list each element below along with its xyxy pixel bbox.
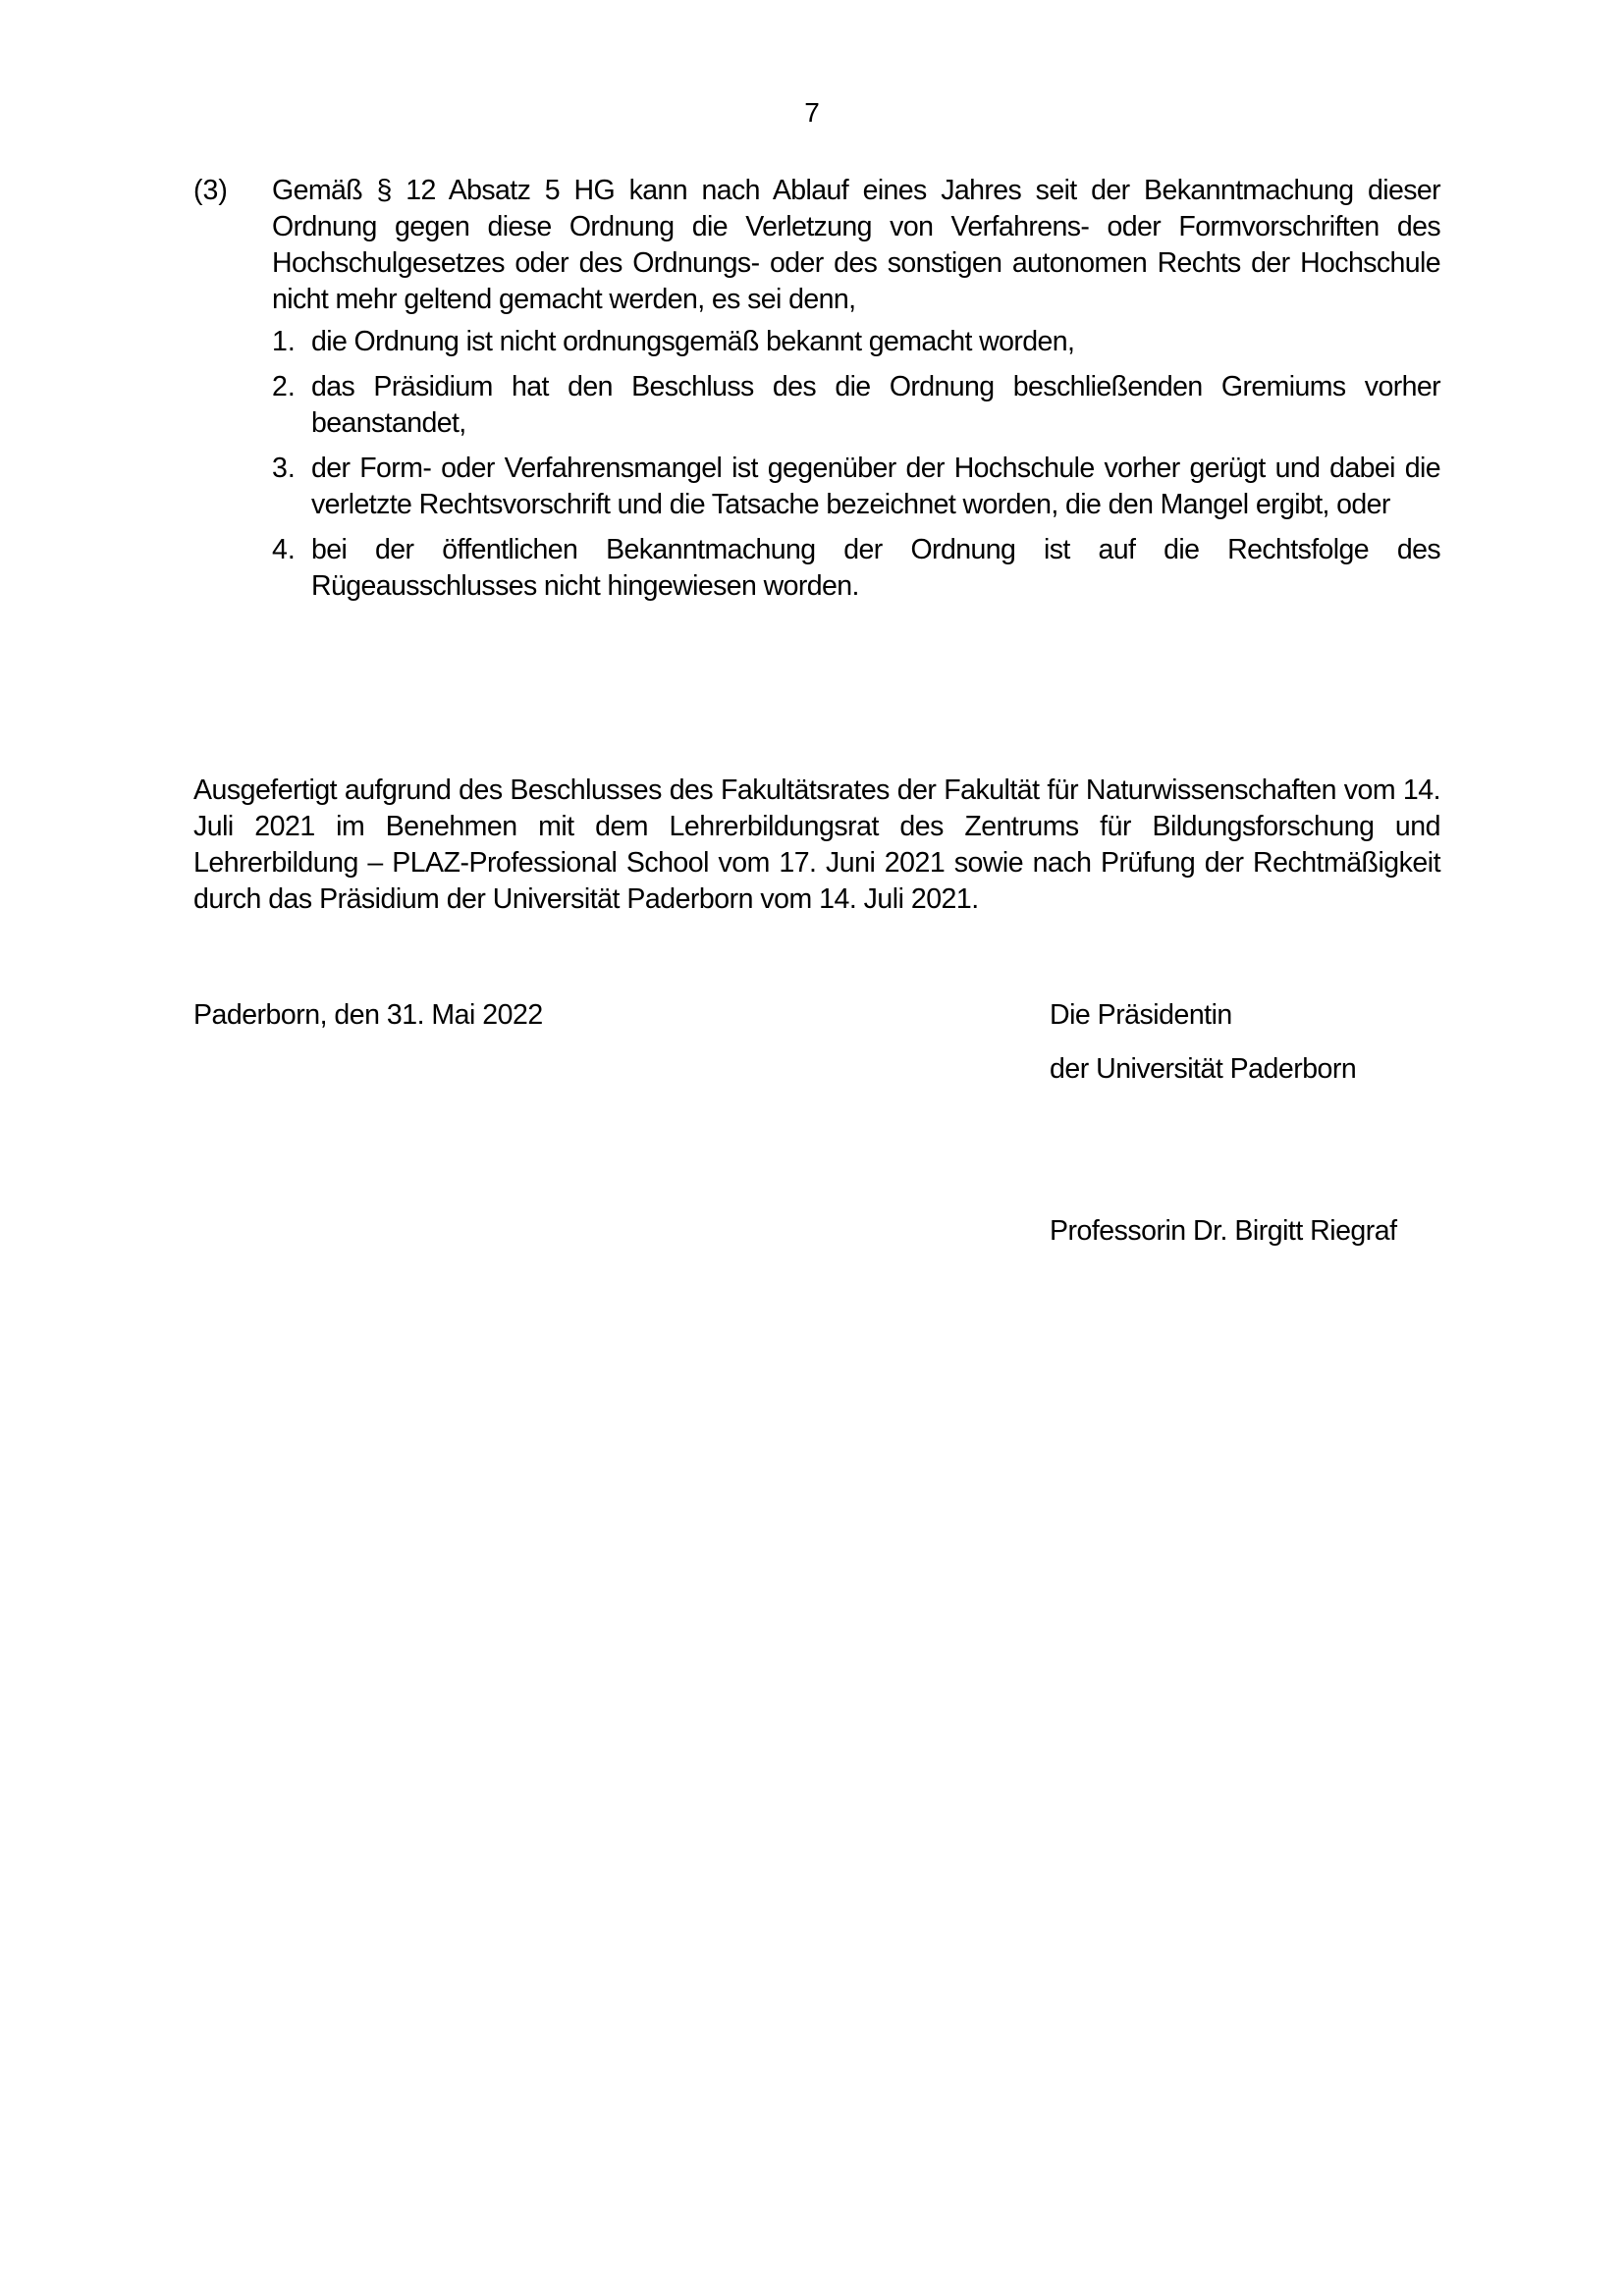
paragraph-number: (3) <box>193 175 228 206</box>
list-item <box>272 532 1440 605</box>
list-item-number: 1. <box>272 326 296 357</box>
list-item-text: das Präsidium hat den Beschluss des die Ordnung beschließenden Gremiums vorher beanstandet, <box>311 371 1440 439</box>
list-item-number: 4. <box>272 534 296 565</box>
paragraph-3-intro-row <box>193 173 1440 318</box>
place-date: Paderborn, den 31. Mai 2022 <box>193 999 543 1031</box>
signatory-title-line1: Die Präsidentin <box>1050 999 1232 1031</box>
list-item <box>272 324 1440 360</box>
list-item-number: 3. <box>272 453 296 484</box>
signatory-title-line2: der Universität Paderborn <box>1050 1053 1357 1085</box>
signer-name: Professorin Dr. Birgitt Riegraf <box>1050 1215 1397 1247</box>
paragraph-3 <box>193 173 1440 614</box>
list-item-text: die Ordnung ist nicht ordnungsgemäß bekannt gemacht worden, <box>311 326 1075 357</box>
list-item <box>272 451 1440 523</box>
signatory-block <box>1050 997 1356 1088</box>
closing-statement: Ausgefertigt aufgrund des Beschlusses des Fakultätsrates der Fakultät für Naturwissenschaften vom 14. Juli 2021 im Benehmen mit dem Lehrerbildungsrat des Zentrums für Bildungsforschung und Lehrerbildung – PLAZ-Professional School vom 17. Juni 2021 sowie nach Prüfung der Rechtmäßigkeit durch das Präsidium der Universität Paderborn vom 14. Juli 2021. <box>193 774 1440 915</box>
list-item-text: der Form- oder Verfahrensmangel ist gegenüber der Hochschule vorher gerügt und dabei die verletzte Rechtsvorschrift und die Tatsache bezeichnet worden, die den Mangel ergibt, oder <box>311 453 1440 520</box>
list-item-text: bei der öffentlichen Bekanntmachung der Ordnung ist auf die Rechtsfolge des Rügeausschlusses nicht hingewiesen worden. <box>311 534 1440 602</box>
exception-list <box>272 324 1440 605</box>
list-item <box>272 369 1440 442</box>
page-number: 7 <box>804 97 820 128</box>
paragraph-intro-text: Gemäß § 12 Absatz 5 HG kann nach Ablauf eines Jahres seit der Bekanntmachung dieser Ordnung gegen diese Ordnung die Verletzung von Verfahrens- oder Formvorschriften des Hochschulgesetzes oder des Ordnungs- oder des sonstigen autonomen Rechts der Hochschule nicht mehr geltend gemacht werden, es sei denn, <box>272 175 1440 315</box>
list-item-number: 2. <box>272 371 296 402</box>
